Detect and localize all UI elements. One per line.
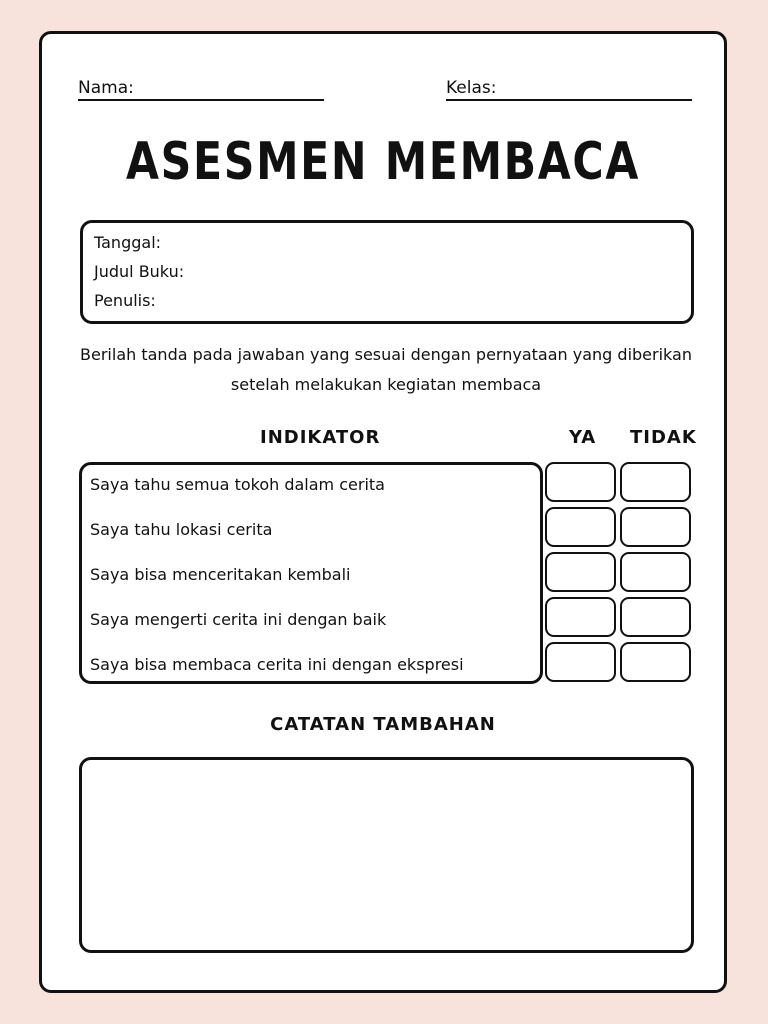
class-label: Kelas: (446, 78, 497, 98)
date-label: Tanggal: (94, 233, 162, 252)
list-item: Saya bisa membaca cerita ini dengan ekspresi (90, 655, 464, 674)
notes-box[interactable] (79, 757, 694, 953)
list-item: Saya tahu lokasi cerita (90, 520, 273, 539)
list-item: Saya mengerti cerita ini dengan baik (90, 610, 387, 629)
no-checkbox-1[interactable] (620, 462, 691, 502)
no-column-header: TIDAK (630, 427, 697, 448)
no-checkbox-4[interactable] (620, 597, 691, 637)
name-label: Nama: (78, 78, 134, 98)
author-label: Penulis: (94, 291, 156, 310)
list-item: Saya bisa menceritakan kembali (90, 565, 351, 584)
notes-title: CATATAN TAMBAHAN (270, 714, 496, 735)
no-checkbox-3[interactable] (620, 552, 691, 592)
yes-checkbox-4[interactable] (545, 597, 616, 637)
yes-column-header: YA (569, 427, 597, 448)
book-info-box[interactable] (80, 220, 694, 324)
assessment-sheet (39, 31, 727, 993)
yes-checkbox-1[interactable] (545, 462, 616, 502)
name-line (78, 99, 324, 101)
no-checkbox-5[interactable] (620, 642, 691, 682)
yes-checkbox-5[interactable] (545, 642, 616, 682)
yes-checkbox-3[interactable] (545, 552, 616, 592)
list-item: Saya tahu semua tokoh dalam cerita (90, 475, 385, 494)
book-title-label: Judul Buku: (94, 262, 185, 281)
indicator-list (79, 462, 543, 684)
no-checkbox-2[interactable] (620, 507, 691, 547)
indicator-column-header: INDIKATOR (260, 427, 381, 448)
yes-checkbox-2[interactable] (545, 507, 616, 547)
page-title: ASESMEN MEMBACA (125, 132, 641, 192)
instruction-text: Berilah tanda pada jawaban yang sesuai dengan pernyataan yang diberikan setelah melakukan kegiatan membaca (80, 345, 692, 394)
class-line (446, 99, 692, 101)
